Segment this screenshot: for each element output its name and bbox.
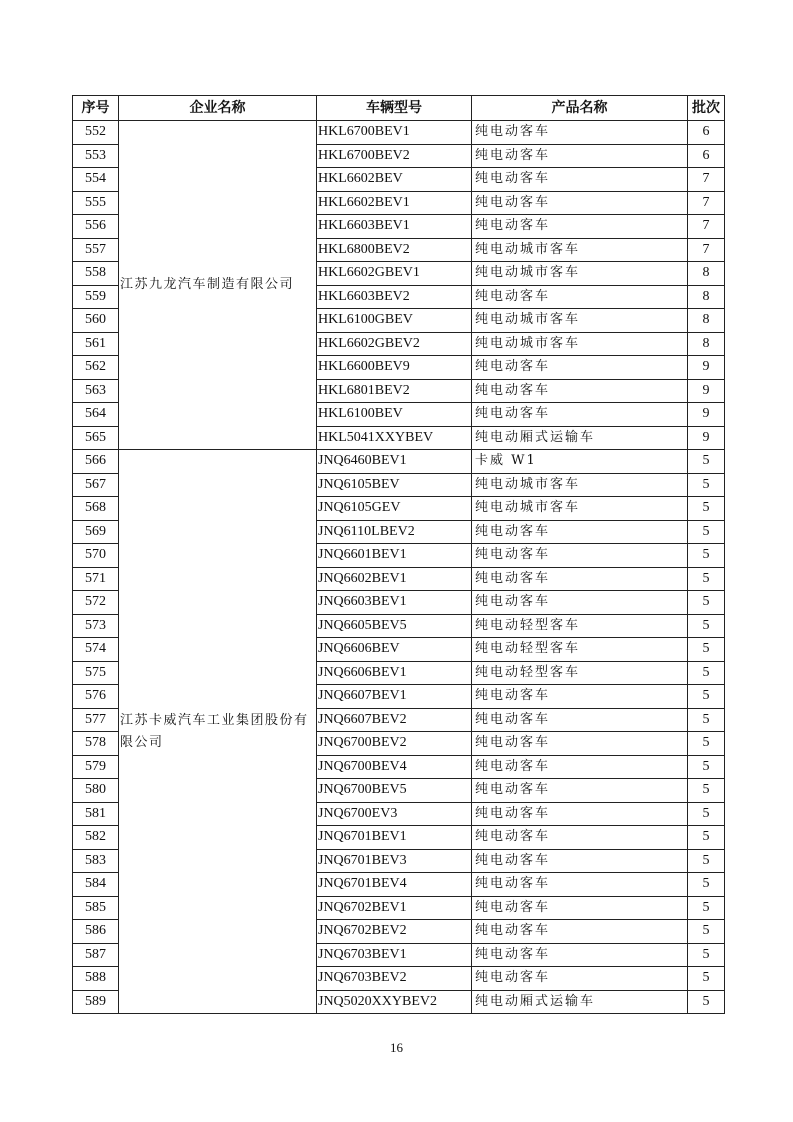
product-cell: 纯电动轻型客车 xyxy=(472,614,688,638)
model-cell: JNQ6703BEV1 xyxy=(317,943,472,967)
seq-cell: 579 xyxy=(73,755,119,779)
product-cell: 纯电动客车 xyxy=(472,168,688,192)
page-number: 16 xyxy=(390,1040,403,1055)
seq-cell: 561 xyxy=(73,332,119,356)
header-company: 企业名称 xyxy=(119,96,317,121)
model-cell: JNQ6460BEV1 xyxy=(317,450,472,474)
batch-cell: 5 xyxy=(688,591,725,615)
product-cell: 纯电动轻型客车 xyxy=(472,661,688,685)
seq-cell: 559 xyxy=(73,285,119,309)
header-product: 产品名称 xyxy=(472,96,688,121)
model-cell: HKL6602BEV xyxy=(317,168,472,192)
table-header-row xyxy=(73,96,725,121)
batch-cell: 5 xyxy=(688,896,725,920)
batch-cell: 7 xyxy=(688,238,725,262)
batch-cell: 5 xyxy=(688,826,725,850)
seq-cell: 568 xyxy=(73,497,119,521)
product-cell: 纯电动客车 xyxy=(472,685,688,709)
batch-cell: 5 xyxy=(688,520,725,544)
header-seq: 序号 xyxy=(73,96,119,121)
seq-cell: 581 xyxy=(73,802,119,826)
seq-cell: 555 xyxy=(73,191,119,215)
seq-cell: 571 xyxy=(73,567,119,591)
seq-cell: 575 xyxy=(73,661,119,685)
header-batch: 批次 xyxy=(688,96,725,121)
model-cell: JNQ6605BEV5 xyxy=(317,614,472,638)
model-cell: HKL6602GBEV1 xyxy=(317,262,472,286)
seq-cell: 573 xyxy=(73,614,119,638)
batch-cell: 8 xyxy=(688,309,725,333)
model-cell: HKL6603BEV2 xyxy=(317,285,472,309)
model-cell: HKL6100BEV xyxy=(317,403,472,427)
model-cell: JNQ6105BEV xyxy=(317,473,472,497)
seq-cell: 556 xyxy=(73,215,119,239)
table-row xyxy=(73,121,725,145)
product-cell: 纯电动客车 xyxy=(472,215,688,239)
seq-cell: 566 xyxy=(73,450,119,474)
batch-cell: 5 xyxy=(688,967,725,991)
batch-cell: 8 xyxy=(688,332,725,356)
batch-cell: 5 xyxy=(688,990,725,1014)
product-cell: 纯电动客车 xyxy=(472,826,688,850)
product-cell: 纯电动城市客车 xyxy=(472,332,688,356)
seq-cell: 584 xyxy=(73,873,119,897)
model-cell: HKL6602GBEV2 xyxy=(317,332,472,356)
seq-cell: 570 xyxy=(73,544,119,568)
batch-cell: 9 xyxy=(688,356,725,380)
product-cell: 纯电动厢式运输车 xyxy=(472,426,688,450)
product-cell: 纯电动客车 xyxy=(472,802,688,826)
model-cell: JNQ6607BEV2 xyxy=(317,708,472,732)
seq-cell: 565 xyxy=(73,426,119,450)
product-cell: 纯电动客车 xyxy=(472,943,688,967)
batch-cell: 6 xyxy=(688,144,725,168)
model-cell: JNQ6700EV3 xyxy=(317,802,472,826)
model-cell: JNQ6701BEV1 xyxy=(317,826,472,850)
seq-cell: 557 xyxy=(73,238,119,262)
product-cell: 纯电动客车 xyxy=(472,520,688,544)
seq-cell: 558 xyxy=(73,262,119,286)
batch-cell: 5 xyxy=(688,732,725,756)
product-cell: 纯电动客车 xyxy=(472,873,688,897)
product-cell: 纯电动客车 xyxy=(472,285,688,309)
batch-cell: 5 xyxy=(688,779,725,803)
product-cell: 卡威 W1 xyxy=(472,450,688,474)
batch-cell: 5 xyxy=(688,473,725,497)
product-cell: 纯电动轻型客车 xyxy=(472,638,688,662)
batch-cell: 5 xyxy=(688,873,725,897)
model-cell: HKL6700BEV2 xyxy=(317,144,472,168)
product-cell: 纯电动城市客车 xyxy=(472,238,688,262)
batch-cell: 5 xyxy=(688,685,725,709)
seq-cell: 577 xyxy=(73,708,119,732)
model-cell: HKL5041XXYBEV xyxy=(317,426,472,450)
product-cell: 纯电动客车 xyxy=(472,732,688,756)
batch-cell: 5 xyxy=(688,450,725,474)
batch-cell: 7 xyxy=(688,191,725,215)
model-cell: JNQ6700BEV4 xyxy=(317,755,472,779)
seq-cell: 583 xyxy=(73,849,119,873)
seq-cell: 580 xyxy=(73,779,119,803)
model-cell: HKL6602BEV1 xyxy=(317,191,472,215)
batch-cell: 7 xyxy=(688,215,725,239)
batch-cell: 5 xyxy=(688,544,725,568)
batch-cell: 5 xyxy=(688,497,725,521)
batch-cell: 8 xyxy=(688,285,725,309)
product-cell: 纯电动客车 xyxy=(472,591,688,615)
seq-cell: 586 xyxy=(73,920,119,944)
product-cell: 纯电动城市客车 xyxy=(472,262,688,286)
company-cell: 江苏卡威汽车工业集团股份有限公司 xyxy=(119,450,317,1014)
batch-cell: 5 xyxy=(688,708,725,732)
product-cell: 纯电动客车 xyxy=(472,967,688,991)
seq-cell: 585 xyxy=(73,896,119,920)
vehicle-catalog-table xyxy=(72,95,725,1014)
seq-cell: 560 xyxy=(73,309,119,333)
product-cell: 纯电动客车 xyxy=(472,567,688,591)
product-cell: 纯电动城市客车 xyxy=(472,309,688,333)
seq-cell: 582 xyxy=(73,826,119,850)
product-cell: 纯电动客车 xyxy=(472,920,688,944)
model-cell: JNQ6701BEV4 xyxy=(317,873,472,897)
model-cell: JNQ6702BEV2 xyxy=(317,920,472,944)
product-cell: 纯电动城市客车 xyxy=(472,473,688,497)
batch-cell: 9 xyxy=(688,379,725,403)
seq-cell: 552 xyxy=(73,121,119,145)
batch-cell: 5 xyxy=(688,920,725,944)
product-cell: 纯电动厢式运输车 xyxy=(472,990,688,1014)
seq-cell: 588 xyxy=(73,967,119,991)
seq-cell: 574 xyxy=(73,638,119,662)
batch-cell: 5 xyxy=(688,849,725,873)
seq-cell: 578 xyxy=(73,732,119,756)
seq-cell: 553 xyxy=(73,144,119,168)
product-cell: 纯电动客车 xyxy=(472,544,688,568)
product-cell: 纯电动城市客车 xyxy=(472,497,688,521)
product-cell: 纯电动客车 xyxy=(472,779,688,803)
seq-cell: 562 xyxy=(73,356,119,380)
batch-cell: 7 xyxy=(688,168,725,192)
batch-cell: 6 xyxy=(688,121,725,145)
seq-cell: 564 xyxy=(73,403,119,427)
product-cell: 纯电动客车 xyxy=(472,356,688,380)
seq-cell: 569 xyxy=(73,520,119,544)
seq-cell: 589 xyxy=(73,990,119,1014)
model-cell: JNQ6607BEV1 xyxy=(317,685,472,709)
model-cell: JNQ6700BEV2 xyxy=(317,732,472,756)
model-cell: HKL6700BEV1 xyxy=(317,121,472,145)
company-cell: 江苏九龙汽车制造有限公司 xyxy=(119,121,317,450)
product-cell: 纯电动客车 xyxy=(472,849,688,873)
model-cell: JNQ6105GEV xyxy=(317,497,472,521)
table-body xyxy=(73,121,725,1014)
batch-cell: 5 xyxy=(688,943,725,967)
product-cell: 纯电动客车 xyxy=(472,379,688,403)
product-cell: 纯电动客车 xyxy=(472,191,688,215)
model-cell: JNQ6703BEV2 xyxy=(317,967,472,991)
batch-cell: 5 xyxy=(688,638,725,662)
product-cell: 纯电动客车 xyxy=(472,144,688,168)
seq-cell: 587 xyxy=(73,943,119,967)
seq-cell: 554 xyxy=(73,168,119,192)
model-cell: HKL6800BEV2 xyxy=(317,238,472,262)
model-cell: HKL6600BEV9 xyxy=(317,356,472,380)
model-cell: JNQ6701BEV3 xyxy=(317,849,472,873)
model-cell: JNQ6700BEV5 xyxy=(317,779,472,803)
model-cell: HKL6801BEV2 xyxy=(317,379,472,403)
seq-cell: 567 xyxy=(73,473,119,497)
product-cell: 纯电动客车 xyxy=(472,403,688,427)
seq-cell: 563 xyxy=(73,379,119,403)
header-model: 车辆型号 xyxy=(317,96,472,121)
batch-cell: 8 xyxy=(688,262,725,286)
batch-cell: 5 xyxy=(688,567,725,591)
seq-cell: 576 xyxy=(73,685,119,709)
model-cell: JNQ6601BEV1 xyxy=(317,544,472,568)
model-cell: JNQ5020XXYBEV2 xyxy=(317,990,472,1014)
model-cell: JNQ6110LBEV2 xyxy=(317,520,472,544)
model-cell: HKL6603BEV1 xyxy=(317,215,472,239)
product-cell: 纯电动客车 xyxy=(472,755,688,779)
batch-cell: 5 xyxy=(688,802,725,826)
model-cell: HKL6100GBEV xyxy=(317,309,472,333)
seq-cell: 572 xyxy=(73,591,119,615)
model-cell: JNQ6602BEV1 xyxy=(317,567,472,591)
model-cell: JNQ6606BEV xyxy=(317,638,472,662)
product-cell: 纯电动客车 xyxy=(472,121,688,145)
model-cell: JNQ6606BEV1 xyxy=(317,661,472,685)
batch-cell: 9 xyxy=(688,403,725,427)
product-cell: 纯电动客车 xyxy=(472,896,688,920)
table-row xyxy=(73,450,725,474)
product-cell: 纯电动客车 xyxy=(472,708,688,732)
batch-cell: 5 xyxy=(688,614,725,638)
batch-cell: 5 xyxy=(688,755,725,779)
model-cell: JNQ6702BEV1 xyxy=(317,896,472,920)
model-cell: JNQ6603BEV1 xyxy=(317,591,472,615)
batch-cell: 5 xyxy=(688,661,725,685)
batch-cell: 9 xyxy=(688,426,725,450)
